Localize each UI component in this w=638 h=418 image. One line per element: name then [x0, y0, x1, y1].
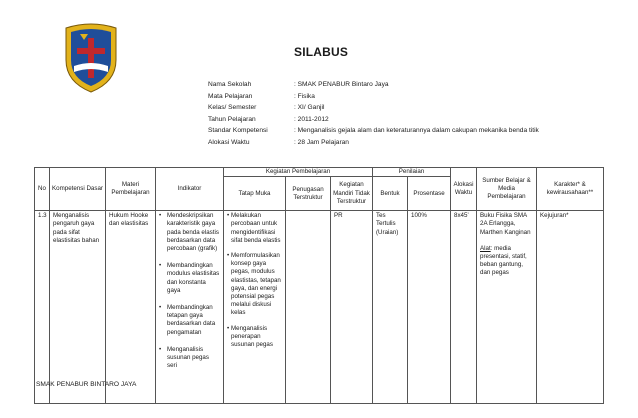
- school-logo-icon: [62, 20, 120, 94]
- header-mandiri: Kegiatan Mandiri Tidak Terstruktur: [331, 177, 373, 211]
- sumber-buku: Buku Fisika SMA 2A Erlangga, Marthen Kanginan: [480, 212, 531, 236]
- indikator-item: • Membandingkan tetapan gaya berdasarkan data pengamatan: [159, 304, 216, 336]
- cell-prosentase: 100%: [408, 211, 451, 404]
- meta-value: : SMAK PENABUR Bintaro Jaya: [294, 81, 389, 88]
- meta-label: Nama Sekolah: [208, 81, 252, 88]
- indikator-item: • Membandingkan modulus elastisitas dan konstanta gaya: [159, 262, 220, 294]
- cell-no: 1.3: [35, 211, 50, 404]
- meta-label: Standar Kompetensi: [208, 127, 268, 135]
- cell-tatap-muka: [224, 211, 286, 404]
- meta-value: : Menganalisis gejala alam dan keteraturannya dalam cakupan mekanika benda titik: [294, 127, 539, 135]
- kegiatan-item: • Melakukan percobaan untuk mengidentifikasi sifat benda elastis: [227, 212, 281, 244]
- header-kegiatan: Kegiatan Pembelajaran: [224, 168, 373, 177]
- table-row: [35, 211, 604, 404]
- meta-row: [208, 102, 539, 114]
- syllabus-meta: [208, 79, 539, 149]
- meta-row: [208, 91, 539, 103]
- header-materi: Materi Pembelajaran: [106, 168, 156, 211]
- header-alokasi: Alokasi Waktu: [451, 168, 477, 211]
- meta-row: [208, 114, 539, 126]
- cell-mandiri: PR: [331, 211, 373, 404]
- cell-indikator: [156, 211, 224, 404]
- cell-kompetensi: Menganalisis pengaruh gaya pada sifat elastisitas bahan: [50, 211, 106, 404]
- meta-label: Alokasi Waktu: [208, 138, 250, 146]
- cell-bentuk: Tes Tertulis (Uraian): [373, 211, 408, 404]
- meta-value: : XI/ Ganjil: [294, 104, 325, 112]
- sumber-alat: Alat: media presentasi, statif, beban gantung, dan pegas: [480, 244, 527, 277]
- meta-row: [208, 137, 539, 149]
- kegiatan-item: • Memformulasikan konsep gaya pegas, modulus elastistas, tetapan gaya, dan energi potensial pegas melalui diskusi kelas: [227, 252, 281, 317]
- cell-alokasi: 8x45’: [451, 211, 477, 404]
- kegiatan-item: • Menganalisis penerapan susunan pegas: [227, 324, 273, 349]
- page-footer: SMAK PENABUR BINTARO JAYA: [36, 381, 137, 388]
- header-no: No: [35, 168, 50, 211]
- header-indikator: Indikator: [156, 168, 224, 211]
- meta-value: : Fisika: [294, 92, 315, 100]
- cell-terstruktur: [286, 211, 331, 404]
- page-title: SILABUS: [294, 45, 349, 59]
- header-sumber: Sumber Belajar & Media Pembelajaran: [477, 168, 537, 211]
- meta-label: Mata Pelajaran: [208, 92, 253, 100]
- indikator-item: • Menganalisis susunan pegas seri: [159, 345, 209, 370]
- header-tatap-muka: Tatap Muka: [224, 177, 286, 211]
- meta-value: : 28 Jam Pelajaran: [294, 138, 349, 146]
- meta-row: [208, 79, 539, 91]
- indikator-item: • Mendeskripsikan karakteristik gaya pada benda elastis berdasarkan data percobaan (grafik): [159, 212, 219, 253]
- header-karakter: Karakter* & kewirausahaan**: [537, 168, 604, 211]
- cell-materi: Hukum Hooke dan elastisitas: [106, 211, 156, 404]
- header-kompetensi: Kompetensi Dasar: [50, 168, 106, 211]
- header-terstruktur: Penugasan Terstruktur: [286, 177, 331, 211]
- cell-karakter: Kejujuran*: [537, 211, 604, 404]
- meta-value: : 2011-2012: [294, 115, 329, 123]
- header-bentuk: Bentuk: [373, 177, 408, 211]
- header-penilaian: Penilaian: [373, 168, 451, 177]
- meta-row: [208, 125, 539, 137]
- cell-sumber: [477, 211, 537, 404]
- meta-label: Tahun Pelajaran: [208, 115, 256, 123]
- header-prosentase: Prosentase: [408, 177, 451, 211]
- syllabus-table: [34, 167, 604, 404]
- meta-label: Kelas/ Semester: [208, 104, 257, 112]
